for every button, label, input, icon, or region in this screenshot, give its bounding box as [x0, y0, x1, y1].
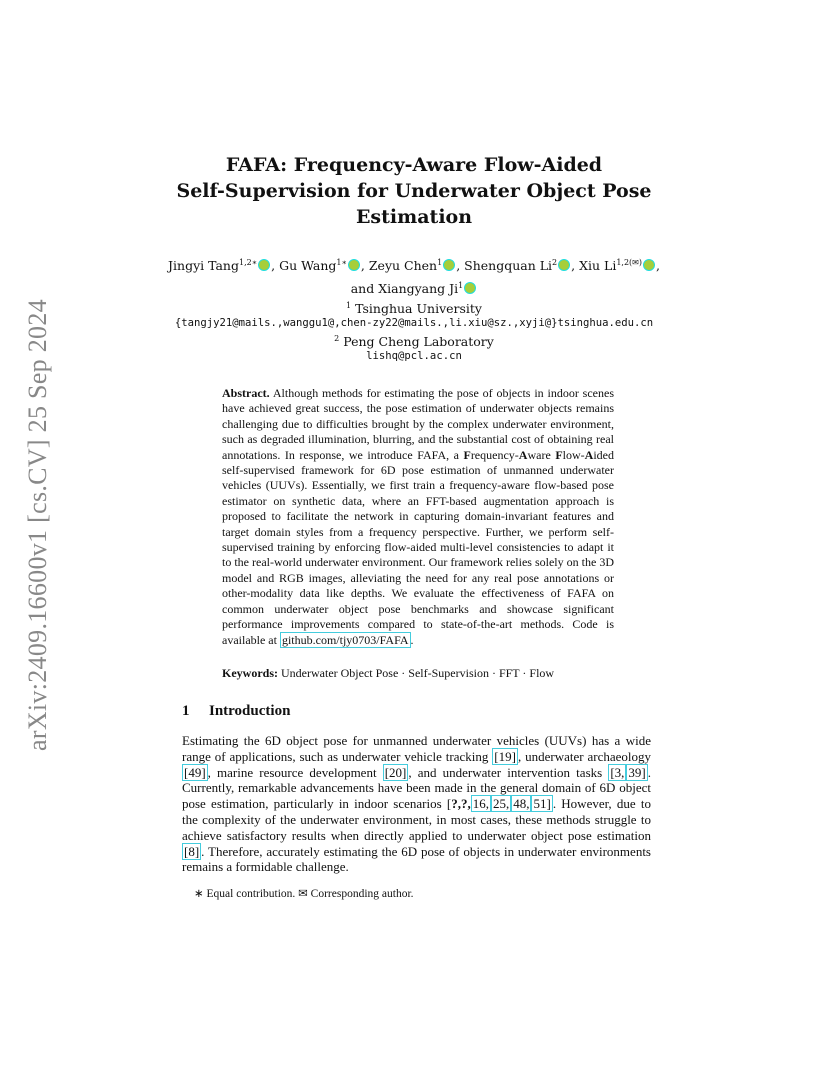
acronym-letter: A [584, 447, 594, 462]
citation-link[interactable]: 25, [492, 796, 510, 812]
affil-mark: 2 [334, 334, 340, 344]
orcid-icon[interactable] [348, 259, 360, 271]
intro-text: , marine resource development [207, 764, 383, 780]
author-name: Gu Wang [279, 258, 337, 274]
author-affil-mark: 1 [458, 281, 464, 291]
acronym-rest: requency- [470, 447, 519, 462]
orcid-icon[interactable] [643, 259, 655, 271]
affiliation-name: Tsinghua University [355, 301, 482, 317]
section-number: 1 [182, 703, 190, 719]
acronym-rest: ided [593, 447, 614, 462]
author-affil-mark: 1 [437, 258, 443, 267]
author-affil-mark: 1,2∗ [238, 258, 258, 267]
intro-text: . Therefore, accurately estimating the 6D pose of objects in underwater environments remains a formidable challenge. [182, 843, 651, 875]
orcid-icon[interactable] [258, 259, 270, 271]
author-name: Shengquan Li [464, 258, 553, 274]
author-list: Jingyi Tang$^{1,2∗}$ , Gu Wang$^{1∗}$ , Zeyu Chen$^1$ , Shengquan Li$^2$ , Xiu $Li^{1,2(✉)}$ , and Xiangyang Ji$^1$ [168, 258, 660, 297]
acronym-letter: A [518, 447, 528, 462]
orcid-icon[interactable] [558, 259, 570, 271]
intro-text: , and underwater intervention tasks [408, 764, 609, 780]
arxiv-stamp [20, 290, 56, 760]
abstract-label: Abstract. [222, 386, 270, 400]
abstract-end: . [410, 632, 414, 647]
abstract [222, 386, 614, 648]
author-name: Xiu Li [579, 258, 617, 274]
orcid-icon[interactable] [464, 282, 476, 294]
abstract-text: Although methods for estimating the pose of objects in indoor scenes have achieved great success, the pose estimation of underwater objects remains challenging due to difficulties brought by the complex underwater environment, such as degraded illumination, blurring, and the substantial cost of obtaining real annotations. In response, we introduce FAFA, a [222, 386, 615, 462]
intro-text: . Currently, remarkable advancements have been made in the general domain of 6D object pose estimation, particularly in indoor scenarios [ [182, 764, 652, 812]
citation-link[interactable]: [49] [184, 764, 206, 780]
section-heading [182, 703, 290, 720]
affiliations [150, 298, 678, 364]
acronym-rest: low- [562, 447, 585, 462]
section-title: Introduction [209, 703, 291, 719]
footnote: ∗ Equal contribution. ✉ Corresponding author. [194, 888, 414, 900]
affiliation-name: Peng Cheng Laboratory [343, 334, 494, 350]
intro-paragraph [182, 733, 651, 875]
citation-link[interactable]: [8] [184, 843, 200, 859]
code-link[interactable]: github.com/tjy0703/FAFA [281, 632, 409, 647]
citation-link[interactable]: [3, [610, 764, 625, 780]
citation-link[interactable]: 51] [533, 796, 551, 812]
author-name: Jingyi Tang [168, 258, 239, 274]
intro-text: , underwater archaeology [517, 748, 651, 764]
title-line-3: Estimation [355, 206, 473, 228]
paper-title [150, 152, 678, 230]
affiliation-email: {tangjy21@mails.,wanggu1@,chen-zy22@mails.,li.xiu@sz.,xyji@}tsinghua.edu.cn [174, 317, 654, 330]
orcid-icon[interactable] [443, 259, 455, 271]
citation-link[interactable]: 48, [513, 796, 530, 812]
abstract-text: self-supervised framework for 6D pose estimation of unmanned underwater vehicles (UUVs). Essentially, we first train a frequency-aware flow-based pose estimator on synthetic data, where an FFT-based augmentation approach is proposed to facilitate the network in capturing domain-invariant features and target domain styles from a frequency perspective. Further, we perform self-supervised training by enforcing flow-aided multi-level consistencies to adapt it to the real-world underwater environment. Our framework relies solely on the 3D model and RGB images, alleviating the need for any real pose annotations or other-modality data like depths. We evaluate the effectiveness of FAFA on common underwater object pose benchmarks and showcase significant performance improvements compared to state-of-the-art methods. Code is available at [222, 463, 614, 647]
keywords [222, 666, 642, 681]
title-line-2: Self-Supervision for Underwater Object Pose [176, 180, 652, 202]
citation-link[interactable]: 39] [628, 764, 646, 780]
affil-mark: 1 [345, 301, 352, 310]
acronym-letter: F [555, 447, 563, 462]
acronym-letter: F [463, 447, 471, 462]
keywords-label: Keywords: [222, 666, 278, 680]
author-and: and [350, 281, 375, 297]
acronym-rest: ware [527, 447, 556, 462]
affiliation-email: lishq@pcl.ac.cn [366, 350, 462, 363]
author-name: Xiangyang Ji [378, 281, 459, 297]
author-affil-mark: 2 [552, 258, 558, 267]
intro-text: . However, due to the complexity of the underwater environment, in most cases, these methods struggle to achieve satisfactory results when directly applied to underwater object pose estimation [182, 796, 651, 843]
arxiv-stamp-text: arXiv:2409.16600v1 [cs.CV] 25 Sep 2024 [23, 299, 52, 751]
author-affil-mark: 1∗ [336, 258, 347, 267]
author-affil-mark: 1,2(✉) [616, 258, 642, 267]
missing-citation: ?,?, [451, 796, 471, 812]
intro-text: Estimating the 6D object pose for unmanned underwater vehicles (UUVs) has a wide range of applications, such as underwater vehicle tracking [182, 733, 651, 764]
keywords-text: Underwater Object Pose · Self-Supervision · FFT · Flow [281, 666, 555, 680]
citation-link[interactable]: 16, [472, 796, 489, 812]
author-name: Zeyu Chen [368, 258, 438, 274]
citation-link[interactable]: [19] [494, 748, 516, 764]
citation-link[interactable]: [20] [384, 764, 407, 780]
title-line-1: FAFA: Frequency-Aware Flow-Aided [225, 154, 603, 176]
